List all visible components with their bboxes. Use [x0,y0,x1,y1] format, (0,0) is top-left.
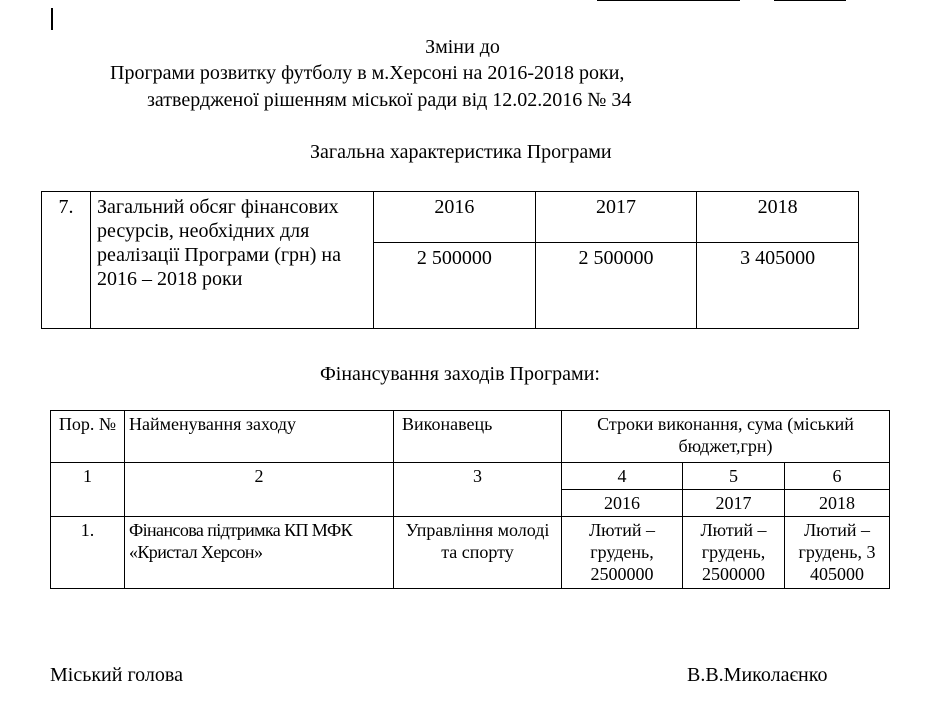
doc-title: Зміни до [425,36,500,58]
col-number: 3 [394,463,562,517]
col-header-executor: Виконавець [394,411,562,463]
col-number: 1 [51,463,125,517]
measure-name: Фінансова підтримка КП МФК «Кристал Херсон» [125,517,394,589]
year-header: 2017 [683,490,785,517]
col-header-name: Найменування заходу [125,411,394,463]
doc-subtitle: Програми розвитку футболу в м.Херсоні на 2016-2018 роки, [110,62,625,84]
section-heading: Загальна характеристика Програми [310,141,612,163]
col-number: 2 [125,463,394,517]
year-header: 2018 [785,490,890,517]
col-header-terms: Строки виконання, сума (міський бюджет,грн) [562,411,890,463]
row-number: 1. [51,517,125,589]
characteristics-table [41,191,859,329]
executor: Управління молоді та спорту [394,517,562,589]
funding-2016: Лютий – грудень, 2500000 [562,517,683,589]
signatory-name: В.В.Миколаєнко [687,664,828,686]
amount-cell: 2 500000 [535,243,697,329]
year-header: 2016 [562,490,683,517]
year-cell: 2016 [374,192,536,243]
col-number: 6 [785,463,890,490]
financing-table [50,410,890,589]
col-number: 4 [562,463,683,490]
table-row [51,517,890,589]
signature-line [597,0,740,1]
section-heading: Фінансування заходів Програми: [320,363,600,385]
signatory-position: Міський голова [50,664,183,686]
signature-line [774,0,846,1]
text-cursor [51,8,53,30]
funding-2017: Лютий – грудень, 2500000 [683,517,785,589]
doc-subtitle: затвердженої рішенням міської ради від 12.02.2016 № 34 [147,89,632,111]
amount-cell: 2 500000 [374,243,536,329]
col-number: 5 [683,463,785,490]
funding-2018: Лютий – грудень, 3 405000 [785,517,890,589]
year-cell: 2018 [697,192,859,243]
col-header-num: Пор. № [51,411,125,463]
amount-cell: 3 405000 [697,243,859,329]
row-number: 7. [42,192,91,329]
resources-description: Загальний обсяг фінансових ресурсів, необхідних для реалізації Програми (грн) на 2016 – 2018 роки [91,192,374,329]
year-cell: 2017 [535,192,697,243]
